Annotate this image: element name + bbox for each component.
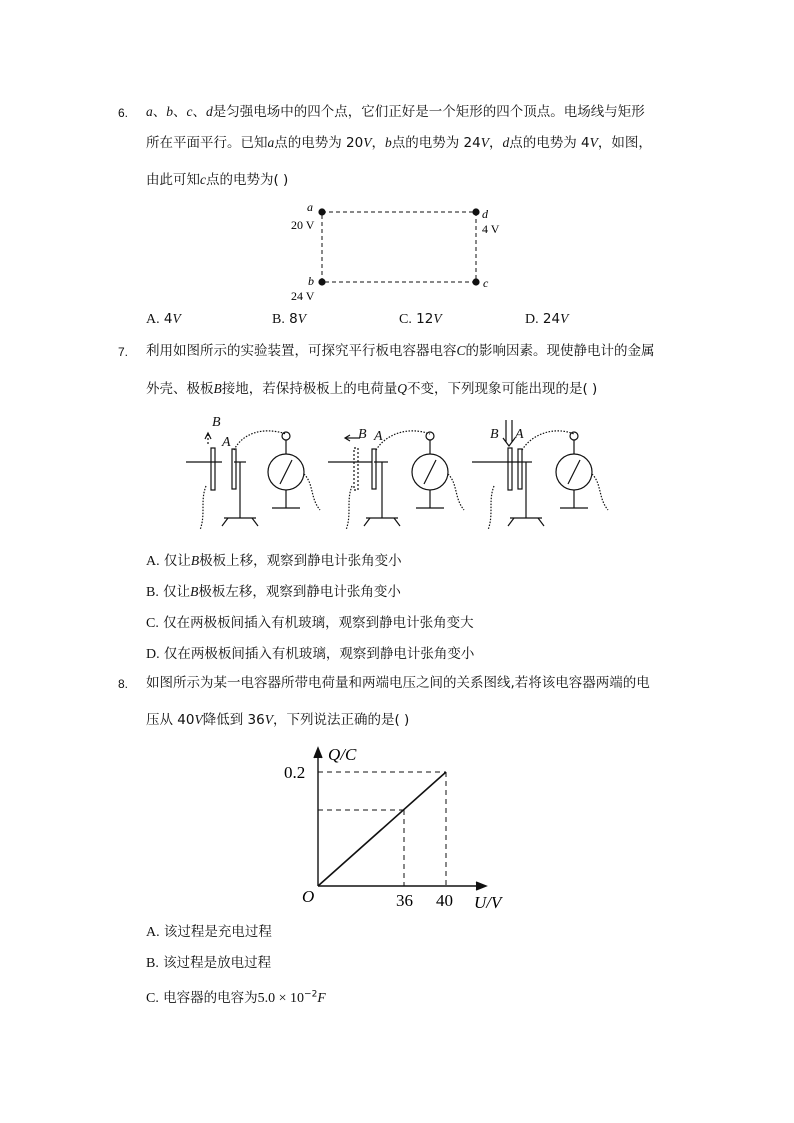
point-c — [472, 278, 479, 285]
q6-option-c[interactable]: C. 12V — [399, 311, 442, 327]
q6-option-d[interactable]: D. 24V — [525, 311, 569, 327]
q6-option-b[interactable]: B. 8V — [272, 311, 306, 327]
q8-line-2: 压从 40V降低到 36V，下列说法正确的是( ) — [146, 712, 410, 728]
q8-option-b[interactable]: B. 该过程是放电过程 — [146, 955, 272, 971]
q7-option-b[interactable]: B. 仅让B极板左移，观察到静电计张角变小 — [146, 584, 401, 600]
q6-line-2: 所在平面平行。已知a点的电势为 20V，b点的电势为 24V，d点的电势为 4V，如图， — [146, 135, 652, 151]
q6-rectangle-figure — [280, 196, 520, 308]
label-d: d — [482, 207, 488, 221]
apparatus-panel-2 — [328, 431, 464, 530]
q7-line-1: 利用如图所示的实验装置，可探究平行板电容器电容C的影响因素。现使静电计的金属 — [146, 343, 655, 359]
dashed-rectangle — [322, 212, 476, 282]
q6-option-a[interactable]: A. 4V — [146, 311, 181, 327]
q6-line-1: a、b、c、d是匀强电场中的四个点，它们正好是一个矩形的四个顶点。电场线与矩形 — [146, 104, 645, 120]
label-A-3: A — [515, 427, 524, 442]
q8-number: 8. — [118, 677, 129, 691]
label-A-1: A — [222, 435, 231, 450]
q7-apparatus-figure — [182, 406, 614, 536]
x-tick-36: 36 — [396, 891, 413, 910]
q6-number: 6. — [118, 106, 129, 120]
var-b: b — [166, 104, 173, 119]
y-axis-label: Q/C — [328, 745, 357, 764]
y-axis-arrow — [314, 748, 322, 758]
var-d: d — [206, 104, 213, 119]
q-u-line — [318, 772, 446, 886]
q6-line-3: 由此可知c点的电势为( ) — [146, 172, 289, 188]
var-c: c — [186, 104, 193, 119]
label-a: a — [307, 200, 313, 214]
q7-number: 7. — [118, 345, 129, 359]
volt-b: 24 V — [291, 289, 315, 303]
label-A-2: A — [374, 429, 383, 444]
q7-option-d[interactable]: D. 仅在两极板间插入有机玻璃，观察到静电计张角变小 — [146, 646, 475, 662]
x-axis-label: U/V — [474, 893, 502, 912]
point-d — [472, 208, 479, 215]
y-tick-02: 0.2 — [284, 763, 306, 782]
q7-option-c[interactable]: C. 仅在两极板间插入有机玻璃，观察到静电计张角变大 — [146, 615, 474, 631]
volt-d: 4 V — [482, 222, 500, 236]
label-B-1: B — [212, 415, 221, 430]
x-axis-arrow — [476, 882, 486, 890]
label-b: b — [308, 274, 314, 288]
q7-option-a[interactable]: A. 仅让B极板上移，观察到静电计张角变小 — [146, 553, 402, 569]
point-b — [318, 278, 325, 285]
q8-line-1: 如图所示为某一电容器所带电荷量和两端电压之间的关系图线,若将该电容器两端的电 — [146, 675, 650, 691]
label-B-3: B — [490, 427, 499, 442]
q8-qu-graph — [276, 736, 522, 914]
apparatus-panel-1 — [186, 431, 320, 530]
var-a: a — [146, 104, 153, 119]
label-c: c — [483, 276, 489, 290]
q7-line-2: 外壳、极板B接地，若保持极板上的电荷量Q不变，下列现象可能出现的是( ) — [146, 381, 598, 397]
point-a — [318, 208, 325, 215]
q8-option-c[interactable]: C. 电容器的电容为$5.0 \times 10^{-2}F$ — [146, 989, 326, 1006]
x-tick-40: 40 — [436, 891, 453, 910]
origin-label: O — [302, 887, 315, 906]
label-B-2: B — [358, 427, 367, 442]
q8-option-a[interactable]: A. 该过程是充电过程 — [146, 924, 272, 940]
volt-a: 20 V — [291, 218, 315, 232]
